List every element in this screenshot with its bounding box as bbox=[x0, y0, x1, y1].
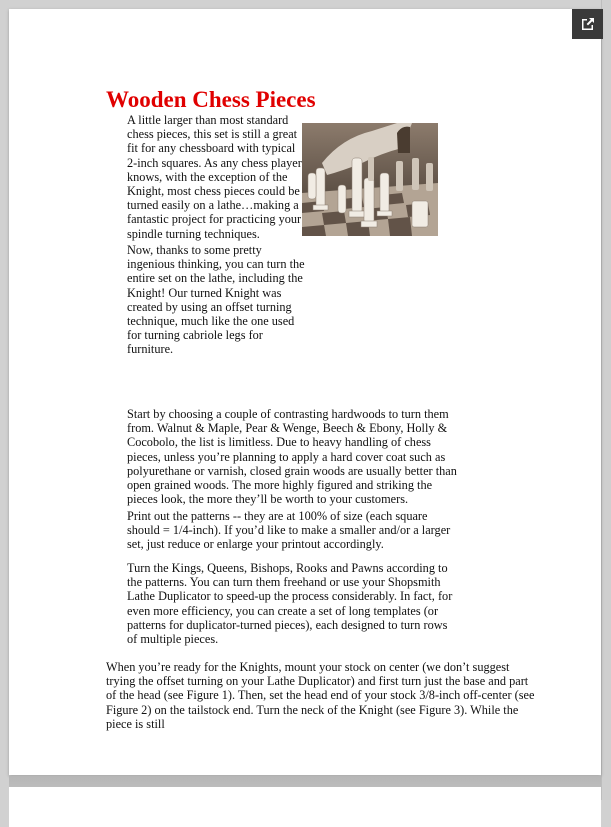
document-title: Wooden Chess Pieces bbox=[106, 87, 316, 112]
pdf-page-next bbox=[9, 787, 601, 827]
page-separator bbox=[9, 776, 601, 787]
scrollbar-track[interactable] bbox=[601, 0, 611, 800]
open-in-new-icon bbox=[580, 16, 596, 32]
paragraph-hardwoods: Start by choosing a couple of contrasting hardwoods to turn them from. Walnut & Maple, Pear & Wenge, Beech & Ebony, Holly & Cocobolo, the list is limitless. Due to heavy handling of chess pieces, unless you’re planning to apply a hard cover coat such as polyurethane or varnish, closed grain woods are usually better than open grained woods. The more highly figured and striking the pieces look, the more they’ll be worth to your customers. bbox=[127, 407, 457, 507]
pdf-page bbox=[9, 9, 601, 775]
paragraph-patterns: Print out the patterns -- they are at 100% of size (each square should = 1/4-inch). If you’d like to make a smaller and/or a larger set, just reduce or enlarge your printout accordingly. bbox=[127, 509, 451, 552]
popout-button[interactable] bbox=[572, 9, 603, 39]
chess-photo-graphic bbox=[302, 123, 438, 236]
chess-photo bbox=[302, 123, 438, 236]
paragraph-turning: Turn the Kings, Queens, Bishops, Rooks and Pawns according to the patterns. You can turn them freehand or use your Shopsmith Lathe Duplicator to speed-up the process considerably. In fact, for even more efficiency, you can create a set of long templates (or patterns for duplicator-turned pieces), each designed to turn rows of multiple pieces. bbox=[127, 561, 453, 647]
paragraph-knights-procedure: When you’re ready for the Knights, mount your stock on center (we don’t suggest trying the offset turning on your Lathe Duplicator) and first turn just the base and part of the head (see Figure 1). Then, set the head end of your stock 3/8-inch off-center (see Figure 2) on the tailstock end. Turn the neck of the Knight (see Figure 3). While the piece is still bbox=[106, 660, 535, 731]
paragraph-knight: Now, thanks to some pretty ingenious thinking, you can turn the entire set on the lathe, including the Knight! Our turned Knight was created by using an offset turning technique, much like the one used for turning cabriole legs for furniture. bbox=[127, 243, 305, 357]
paragraph-intro: A little larger than most standard chess pieces, this set is still a great fit for any chessboard with typical 2-inch squares. As any chess player knows, with the exception of the Knight, most chess pieces could be turned easily on a lathe…making a fantastic project for practicing your spindle turning techniques. bbox=[127, 113, 302, 241]
